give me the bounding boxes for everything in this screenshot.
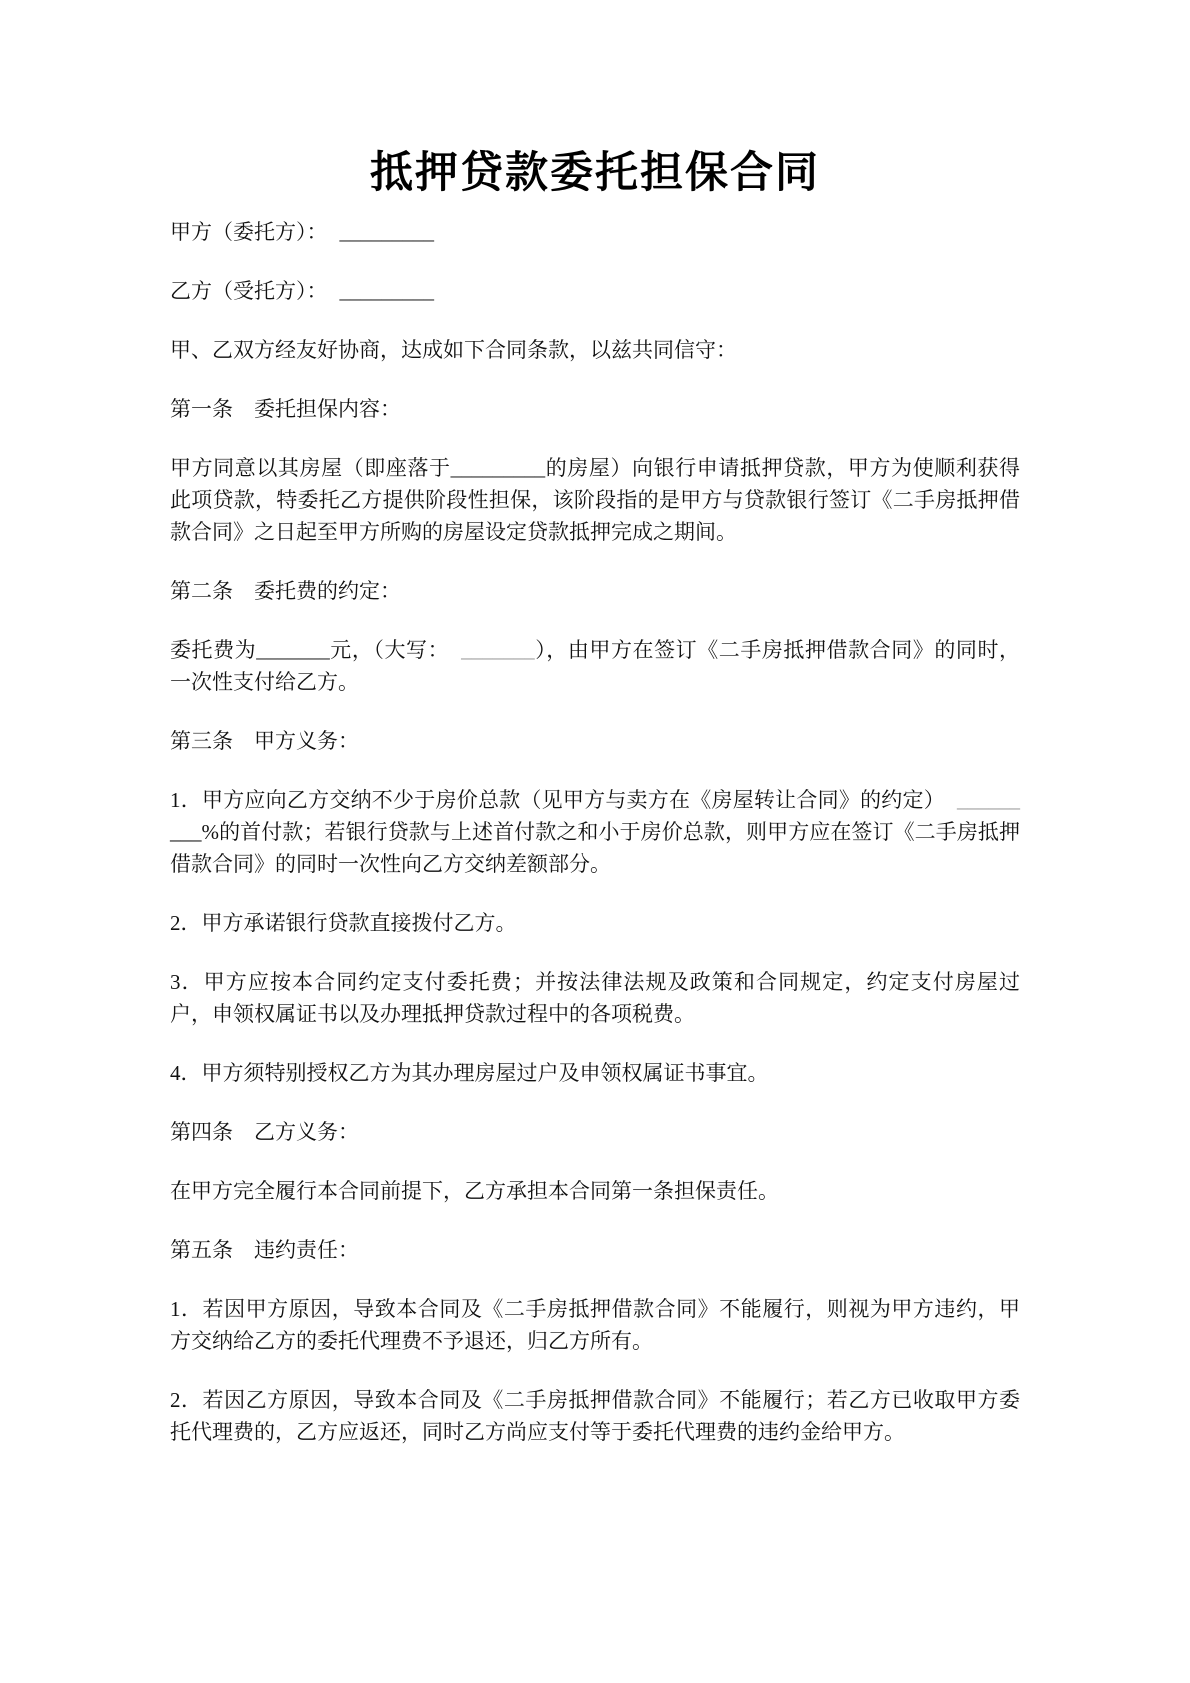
article2-seg2: 元，（大写：	[329, 638, 450, 662]
article1-heading: 第一条 委托担保内容：	[170, 397, 401, 421]
article2-body	[170, 634, 1020, 698]
article3-item3: 3．甲方应按本合同约定支付委托费；并按法律法规及政策和合同规定，约定支付房屋过户，申领权属证书以及办理抵押贷款过程中的各项税费。	[170, 970, 1020, 1026]
intro-paragraph: 甲、乙双方经友好协商，达成如下合同条款，以兹共同信守：	[170, 338, 737, 362]
article4-body: 在甲方完全履行本合同前提下，乙方承担本合同第一条担保责任。	[170, 1179, 779, 1203]
article5-item1: 1．若因甲方原因，导致本合同及《二手房抵押借款合同》不能履行，则视为甲方违约，甲方交纳给乙方的委托代理费不予退还，归乙方所有。	[170, 1297, 1020, 1353]
article4-heading: 第四条 乙方义务：	[170, 1120, 359, 1144]
article5-heading: 第五条 违约责任：	[170, 1238, 359, 1262]
article3-item1	[170, 784, 1020, 880]
party-a-line	[170, 216, 1020, 248]
party-b-label: 乙方（受托方）：	[170, 279, 328, 303]
contract-title: 抵押贷款委托担保合同	[370, 150, 820, 197]
article3-item1-pre: 1．甲方应向乙方交纳不少于房价总款（见甲方与卖方在《房屋转让合同》的约定）	[170, 788, 945, 812]
article3-item4: 4．甲方须特别授权乙方为其办理房屋过户及申领权属证书事宜。	[170, 1061, 769, 1085]
article2-heading: 第二条 委托费的约定：	[170, 579, 401, 603]
article1-body-post: 的房屋）向银行申请抵押贷款，甲方为使顺利获得此项贷款，特委托乙方提供阶段性担保，该阶段指的是甲方与贷款银行签订《二手房抵押借款合同》之日起至甲方所购的房屋设定贷款抵押完成之期间。	[170, 456, 1021, 544]
article1-body	[170, 452, 1020, 548]
party-a-blank-field: _________	[339, 220, 434, 244]
article1-body-pre: 甲方同意以其房屋（即座落于	[170, 456, 451, 480]
article2-fee-words-blank-field: _______	[461, 638, 535, 662]
party-b-blank-field: _________	[339, 279, 434, 303]
article3-item1-post: ___%的首付款；若银行贷款与上述首付款之和小于房价总款，则甲方应在签订《二手房抵押借款合同》的同时一次性向乙方交纳差额部分。	[170, 820, 1020, 876]
party-b-line	[170, 275, 1020, 307]
article5-item2: 2．若因乙方原因，导致本合同及《二手房抵押借款合同》不能履行；若乙方已收取甲方委托代理费的，乙方应返还，同时乙方尚应支付等于委托代理费的违约金给甲方。	[170, 1388, 1020, 1444]
article2-fee-blank-field: _______	[256, 638, 330, 662]
article2-seg3: ），由甲方在签订《二手房抵押借款合同》的同时，一次性支付给乙方。	[170, 638, 1021, 694]
article3-item2: 2．甲方承诺银行贷款直接拨付乙方。	[170, 911, 517, 935]
article3-percent-blank-field: ______	[957, 788, 1020, 812]
article1-address-blank-field: _________	[450, 456, 546, 480]
article2-seg1: 委托费为	[170, 638, 257, 662]
article3-heading: 第三条 甲方义务：	[170, 729, 359, 753]
party-a-label: 甲方（委托方）：	[170, 220, 328, 244]
